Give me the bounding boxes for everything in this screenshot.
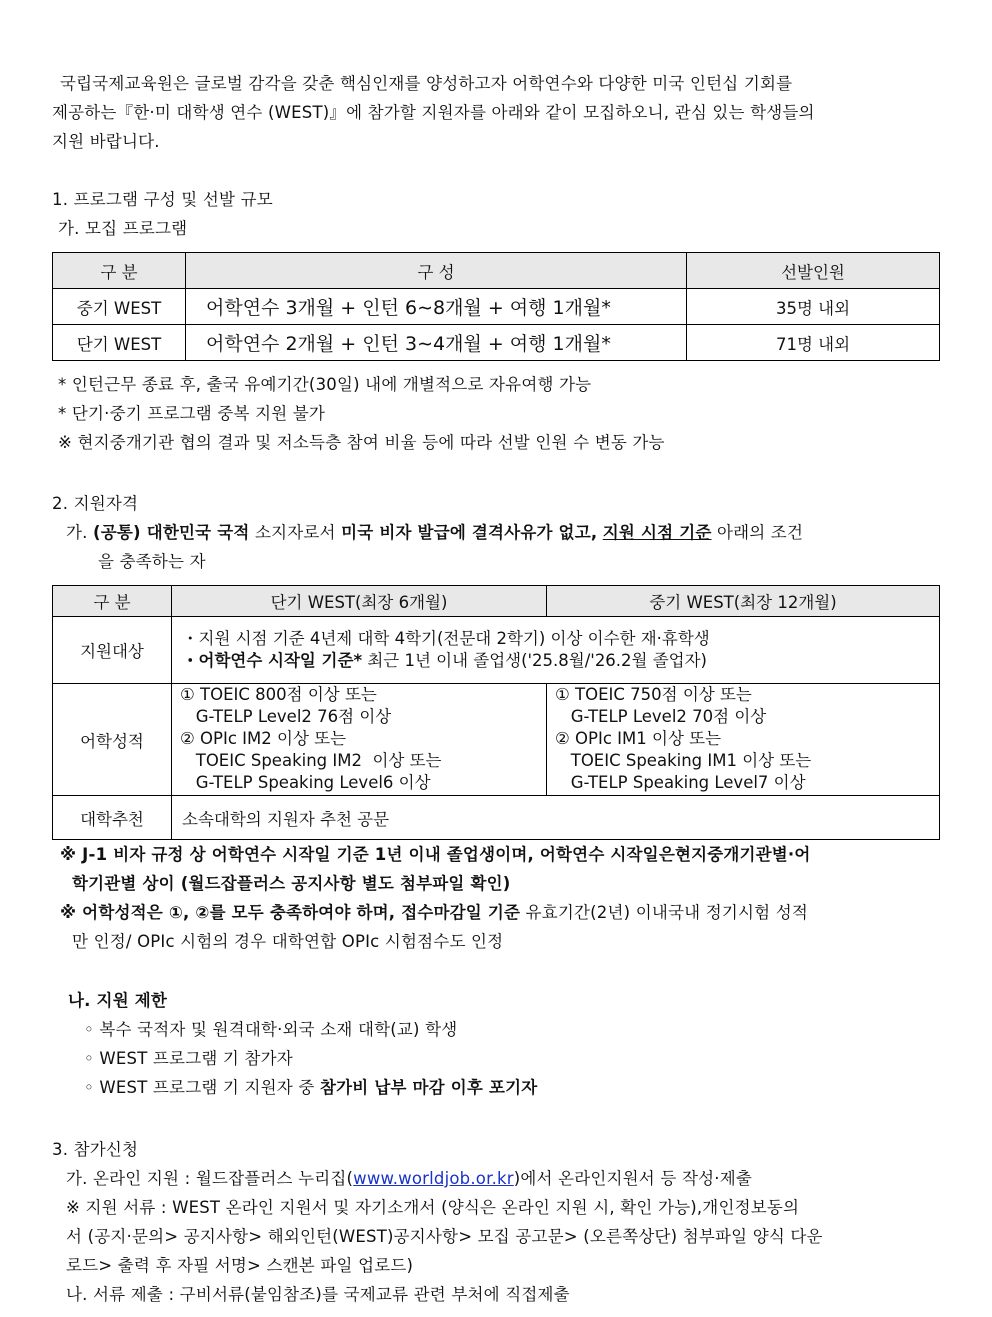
restrict-item: ◦ WEST 프로그램 기 지원자 중 참가비 납부 마감 이후 포기자 bbox=[84, 1078, 538, 1097]
program-type: 단기 WEST bbox=[53, 325, 186, 361]
table-row bbox=[53, 325, 940, 361]
condition-common: (공통) 대한민국 국적 bbox=[93, 523, 250, 542]
elig-lang-short: ① TOEIC 800점 이상 또는 G-TELP Level2 76점 이상 ② OPIc IM2 이상 또는 TOEIC Speaking IM2 이상 또는 G-TELP Speaking Level6 이상 bbox=[172, 684, 547, 796]
online-apply: 가. 온라인 지원 : 월드잡플러스 누리집(www.worldjob.or.kr)에서 온라인지원서 등 작성·제출 bbox=[66, 1169, 752, 1188]
section1-note: * 단기·중기 프로그램 중복 지원 불가 bbox=[58, 404, 326, 423]
section3-heading: 3. 참가신청 bbox=[52, 1140, 139, 1159]
elig-lang-mid: ① TOEIC 750점 이상 또는 G-TELP Level2 70점 이상 ② OPIc IM1 이상 또는 TOEIC Speaking IM1 이상 또는 G-TELP Speaking Level7 이상 bbox=[547, 684, 940, 796]
program-count: 35명 내외 bbox=[687, 289, 940, 325]
table-row bbox=[53, 684, 940, 796]
worldjob-link[interactable]: www.worldjob.or.kr bbox=[353, 1169, 514, 1188]
program-header-composition: 구 성 bbox=[186, 253, 687, 289]
elig-header-type: 구 분 bbox=[53, 586, 172, 617]
intro-line-3: 지원 바랍니다. bbox=[52, 132, 160, 151]
section1-heading: 1. 프로그램 구성 및 선발 규모 bbox=[52, 190, 273, 209]
section2-note2-line2: 만 인정/ OPIc 시험의 경우 대학연합 OPIc 시험점수도 인정 bbox=[72, 932, 504, 951]
docs-line-2: 서 (공지·문의> 공지사항> 해외인턴(WEST)공지사항> 모집 공고문> (오른쪽상단) 첨부파일 양식 다운 bbox=[66, 1227, 823, 1246]
section2-note1-line2: 학기관별 상이 (월드잡플러스 공지사항 별도 첨부파일 확인) bbox=[72, 874, 511, 893]
condition-criteria: 지원 시점 기준 bbox=[602, 523, 712, 542]
restrict-item: ◦ WEST 프로그램 기 참가자 bbox=[84, 1049, 293, 1068]
section2-note2-line1: ※ 어학성적은 ①, ②를 모두 충족하여야 하며, 접수마감일 기준 유효기간(2년) 이내국내 정기시험 성적 bbox=[60, 903, 808, 922]
program-header-type: 구 분 bbox=[53, 253, 186, 289]
restrict-heading: 나. 지원 제한 bbox=[68, 991, 168, 1010]
section2-heading: 2. 지원자격 bbox=[52, 494, 139, 513]
docs-line-1: ※ 지원 서류 : WEST 온라인 지원서 및 자기소개서 (양식은 온라인 지원 시, 확인 가능),개인정보동의 bbox=[66, 1198, 800, 1217]
table-row bbox=[53, 617, 940, 684]
section2-note1-line1: ※ J-1 비자 규정 상 어학연수 시작일 기준 1년 이내 졸업생이며, 어학연수 시작일은현지중개기관별·어 bbox=[60, 845, 811, 864]
elig-header-mid: 중기 WEST(최장 12개월) bbox=[547, 586, 940, 617]
elig-header-short: 단기 WEST(최장 6개월) bbox=[172, 586, 547, 617]
program-table bbox=[52, 252, 940, 361]
submit-docs: 나. 서류 제출 : 구비서류(붙임참조)를 국제교류 관련 부처에 직접제출 bbox=[66, 1285, 570, 1304]
section1-sub: 가. 모집 프로그램 bbox=[58, 219, 188, 238]
program-composition: 어학연수 2개월 + 인턴 3∼4개월 + 여행 1개월* bbox=[186, 325, 687, 361]
elig-lang-label: 어학성적 bbox=[53, 684, 172, 796]
program-header-count: 선발인원 bbox=[687, 253, 940, 289]
section2-condition-line2: 을 충족하는 자 bbox=[98, 552, 206, 571]
table-row bbox=[53, 796, 940, 840]
program-composition: 어학연수 3개월 + 인턴 6∼8개월 + 여행 1개월* bbox=[186, 289, 687, 325]
elig-rec-value: 소속대학의 지원자 추천 공문 bbox=[172, 796, 940, 840]
elig-target-value: ・지원 시점 기준 4년제 대학 4학기(전문대 2학기) 이상 이수한 재·휴학생 ・어학연수 시작일 기준* 최근 1년 이내 졸업생('25.8월/'26.2월 졸업자) bbox=[172, 617, 940, 684]
table-row bbox=[53, 289, 940, 325]
intro-line-1: 국립국제교육원은 글로벌 감각을 갖춘 핵심인재를 양성하고자 어학연수와 다양한 미국 인턴십 기회를 bbox=[60, 74, 793, 93]
section2-condition: 가. (공통) 대한민국 국적 소지자로서 미국 비자 발급에 결격사유가 없고, 지원 시점 기준 아래의 조건 bbox=[66, 523, 804, 542]
elig-target-label: 지원대상 bbox=[53, 617, 172, 684]
condition-visa: 미국 비자 발급에 결격사유가 없고, bbox=[341, 523, 598, 542]
program-count: 71명 내외 bbox=[687, 325, 940, 361]
docs-line-3: 로드> 출력 후 자필 서명> 스캔본 파일 업로드) bbox=[66, 1256, 414, 1275]
program-type: 중기 WEST bbox=[53, 289, 186, 325]
intro-line-2: 제공하는『한·미 대학생 연수 (WEST)』에 참가할 지원자를 아래와 같이 모집하오니, 관심 있는 학생들의 bbox=[52, 103, 815, 122]
section1-note: ※ 현지중개기관 협의 결과 및 저소득층 참여 비율 등에 따라 선발 인원 수 변동 가능 bbox=[58, 433, 665, 452]
restrict-item: ◦ 복수 국적자 및 원격대학·외국 소재 대학(교) 학생 bbox=[84, 1020, 458, 1039]
section1-note: * 인턴근무 종료 후, 출국 유예기간(30일) 내에 개별적으로 자유여행 가능 bbox=[58, 375, 592, 394]
elig-rec-label: 대학추천 bbox=[53, 796, 172, 840]
eligibility-table bbox=[52, 585, 940, 840]
